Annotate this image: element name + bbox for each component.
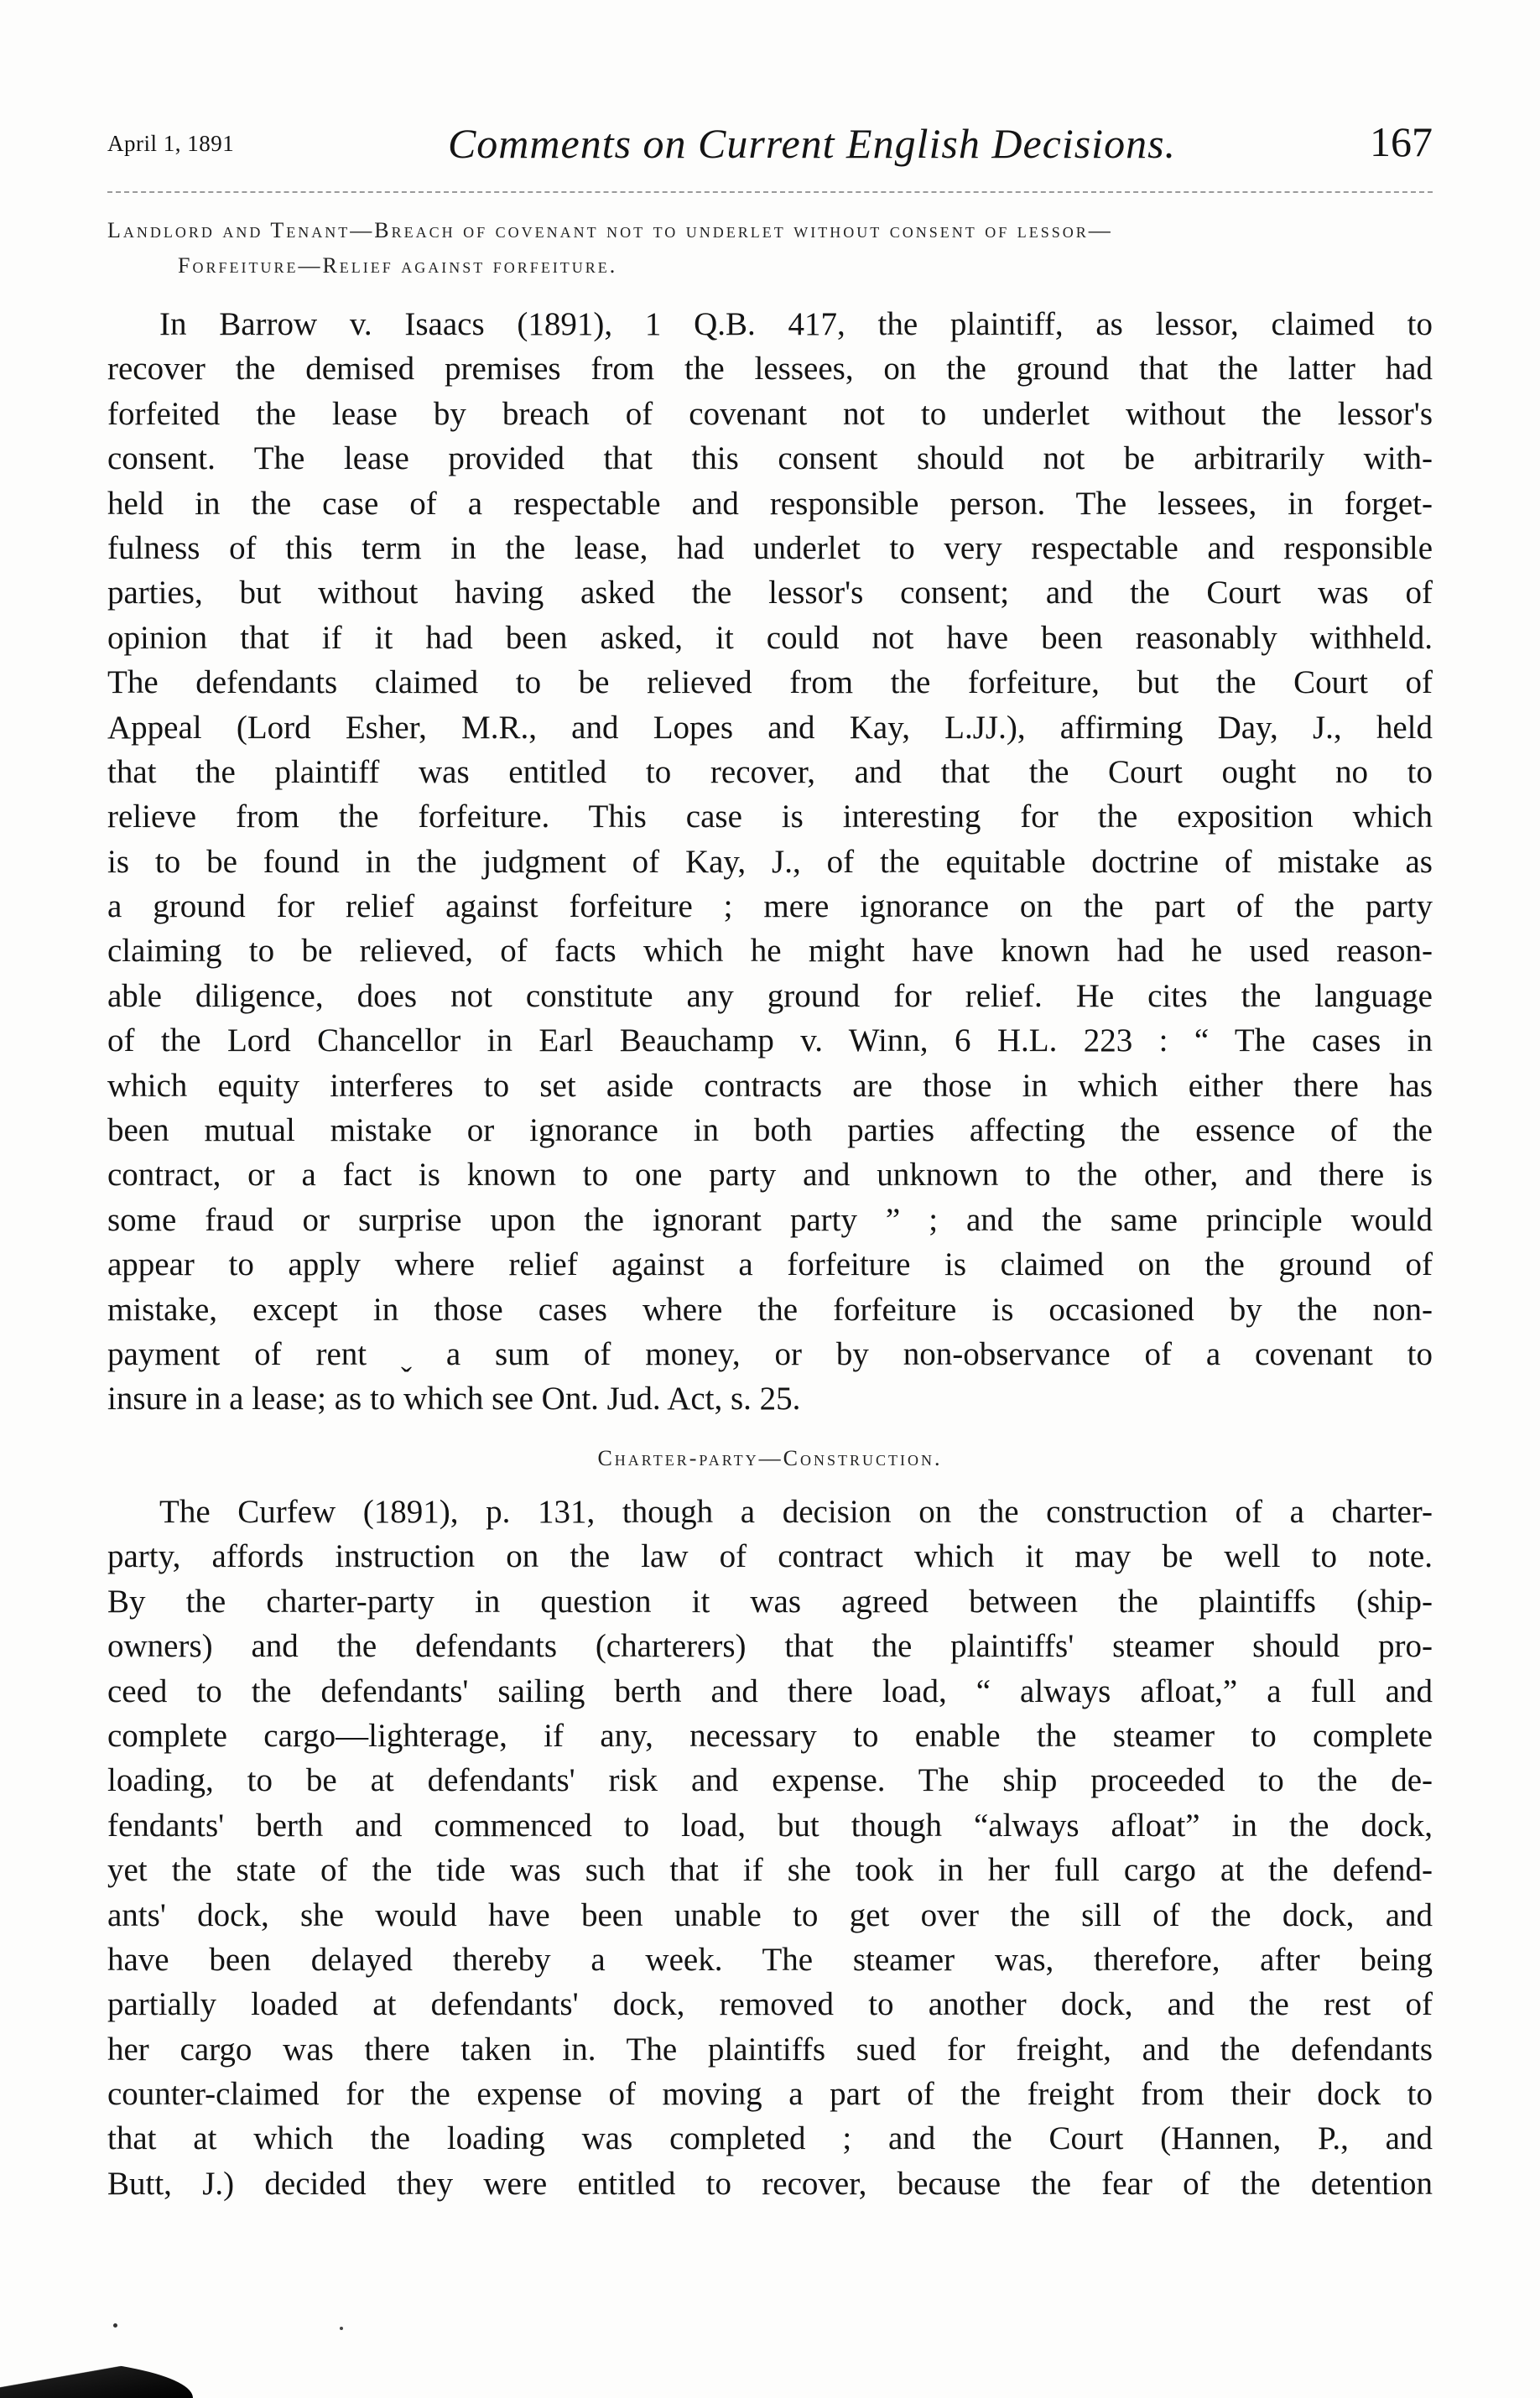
text-line: that the plaintiff was entitled to recover, and that the Court ought no to [107,753,1433,790]
ink-speck [113,2323,117,2328]
text-line: By the charter-party in question it was agreed between the plaintiffs (ship- [107,1583,1433,1620]
text-line: appear to apply where relief against a forfeiture is claimed on the ground of [107,1246,1433,1283]
text-line: party, affords instruction on the law of contract which it may be well to note. [107,1538,1433,1575]
section-heading-landlord-tenant [107,213,1433,283]
running-title: Comments on Current English Decisions. [447,120,1177,167]
text-line: forfeited the lease by breach of covenant not to underlet without the lessor's [107,395,1433,432]
paragraph-the-curfew [107,1490,1433,2206]
page-number: 167 [1370,118,1433,165]
text-line: loading, to be at defendants' risk and expense. The ship proceeded to the de- [107,1762,1433,1799]
text-line: a ground for relief against forfeiture ; mere ignorance on the part of the party [107,888,1433,925]
text-line: owners) and the defendants (charterers) that the plaintiffs' steamer should pro- [107,1628,1433,1665]
section-heading-line: Landlord and Tenant—Breach of covenant not to underlet without consent of lessor— [107,218,1113,242]
text-line: of the Lord Chancellor in Earl Beauchamp v. Winn, 6 H.L. 223 : “ The cases in [107,1022,1433,1059]
text-line: ceed to the defendants' sailing berth and there load, “ always afloat,” a full and [107,1672,1433,1709]
text-line: which equity interferes to set aside contracts are those in which either there has [107,1067,1433,1104]
text-line: some fraud or surprise upon the ignorant party ” ; and the same principle would [107,1201,1433,1238]
text-line: opinion that if it had been asked, it could not have been reasonably withheld. [107,619,1433,656]
text-line: ants' dock, she would have been unable to get over the sill of the dock, and [107,1896,1433,1933]
text-line: have been delayed thereby a week. The steamer was, therefore, after being [107,1941,1433,1978]
text-line: that at which the loading was completed ; and the Court (Hannen, P., and [107,2120,1433,2157]
text-line: her cargo was there taken in. The plaintiffs sued for freight, and the defendants [107,2031,1433,2068]
text-line: fulness of this term in the lease, had underlet to very respectable and responsible [107,529,1433,566]
page-curl-shadow [0,2357,193,2398]
text-line: fendants' berth and commenced to load, but though “always afloat” in the dock, [107,1807,1433,1844]
text-line: partially loaded at defendants' dock, removed to another dock, and the rest of [107,1986,1433,2023]
text-line: is to be found in the judgment of Kay, J., of the equitable doctrine of mistake as [107,843,1433,880]
text-line: insure in a lease; as to which see Ont. Jud. Act, s. 25. [107,1381,801,1417]
header-rule [107,191,1433,193]
page-header [107,116,1433,174]
text-line: yet the state of the tide was such that if she took in her full cargo at the defend- [107,1852,1433,1889]
text-line: recover the demised premises from the lessees, on the ground that the latter had [107,351,1433,388]
text-line: mistake, except in those cases where the forfeiture is occasioned by the non- [107,1291,1433,1328]
section-heading-charter-party: Charter-party—Construction. [597,1446,943,1470]
text-line: payment of rent ˬ a sum of money, or by non-observance of a covenant to [107,1335,1433,1372]
text-line: consent. The lease provided that this consent should not be arbitrarily with- [107,440,1433,477]
text-line: Appeal (Lord Esher, M.R., and Lopes and Kay, L.JJ.), affirming Day, J., held [107,709,1433,746]
text-line: In Barrow v. Isaacs (1891), 1 Q.B. 417, the plaintiff, as lessor, claimed to [159,306,1433,342]
text-line: able diligence, does not constitute any ground for relief. He cites the language [107,977,1433,1014]
text-line: The defendants claimed to be relieved from the forfeiture, but the Court of [107,664,1433,701]
text-line: relieve from the forfeiture. This case is interesting for the exposition which [107,798,1433,835]
text-line: counter-claimed for the expense of moving a part of the freight from their dock to [107,2076,1433,2113]
text-line: been mutual mistake or ignorance in both parties affecting the essence of the [107,1112,1433,1149]
issue-date: April 1, 1891 [107,131,235,156]
text-line: held in the case of a respectable and responsible person. The lessees, in forget- [107,485,1433,522]
text-line: parties, but without having asked the lessor's consent; and the Court was of [107,575,1433,611]
text-line: The Curfew (1891), p. 131, though a decision on the construction of a charter- [159,1494,1433,1530]
text-line: claiming to be relieved, of facts which he might have known had he used reason- [107,933,1433,970]
text-line: contract, or a fact is known to one party and unknown to the other, and there is [107,1157,1433,1194]
ink-speck [340,2327,343,2330]
paragraph-barrow-v-isaacs [107,302,1433,1422]
section-heading-line: Forfeiture—Relief against forfeiture. [178,253,618,278]
text-line: Butt, J.) decided they were entitled to recover, because the fear of the detention [107,2165,1433,2202]
page-edge-marks [0,2265,1540,2398]
text-line: complete cargo—lighterage, if any, necessary to enable the steamer to complete [107,1717,1433,1754]
